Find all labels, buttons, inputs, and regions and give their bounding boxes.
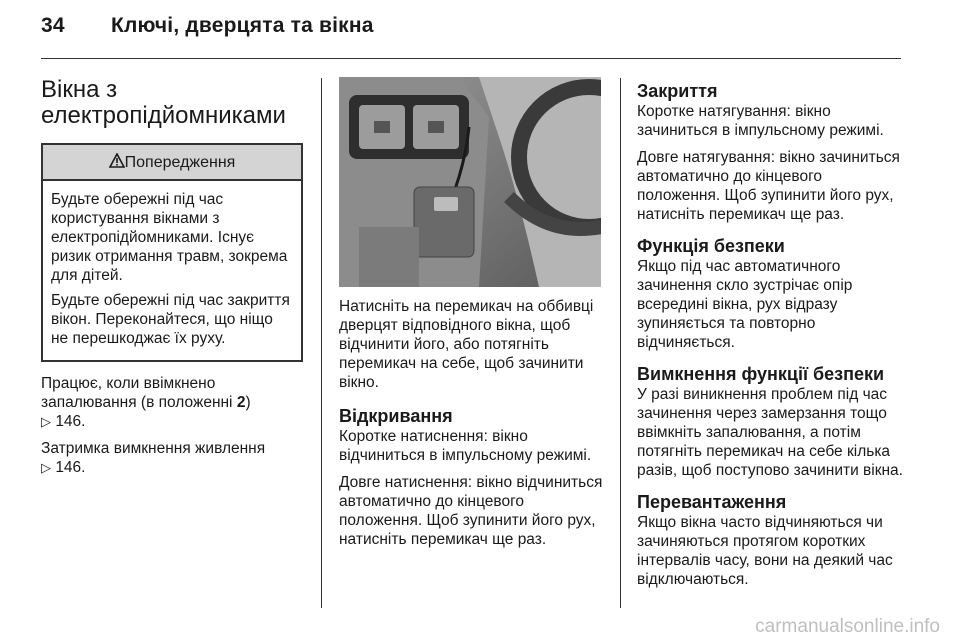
watermark: carmanualsonline.info <box>755 616 940 637</box>
warning-text-2: Будьте обережні під час закриття вікон. Переконайтеся, що ніщо не перешкоджає їх руху. <box>51 292 290 347</box>
warning-title: Попередження <box>124 154 236 171</box>
column-1 <box>41 77 303 485</box>
warning-header <box>43 145 301 181</box>
closing-section <box>637 81 907 224</box>
opening-heading: Відкривання <box>339 406 453 426</box>
ignition-position: 2 <box>236 394 246 411</box>
opening-short: Коротке натиснення: вікно відчиниться в імпульсному режимі. <box>339 428 592 464</box>
ignition-text: Працює, коли ввімкнено запалювання (в положенні <box>41 375 237 411</box>
column-3 <box>637 81 907 601</box>
warning-text-1: Будьте обережні під час користування вікнами з електропідйомниками. Існує ризик отримання травм, зокрема для дітей. <box>51 191 288 284</box>
crossref-link-2[interactable]: 146. <box>55 459 86 476</box>
door-switch-illustration <box>339 77 601 287</box>
column-2 <box>339 297 609 561</box>
chapter-title: Ключі, дверцята та вікна <box>111 14 374 37</box>
crossref-arrow-icon: ▷ <box>41 414 51 429</box>
section-title <box>41 77 303 129</box>
delay-paragraph <box>41 439 303 477</box>
overload-text: Якщо вікна часто відчиняються чи зачиняються протягом коротких інтервалів часу, вони на деякий час відключаються. <box>637 514 893 588</box>
safety-heading: Функція безпеки <box>637 236 785 256</box>
safety-text: Якщо під час автоматичного зачинення скло зустрічає опір всередині вікна, рух відразу зупиняється та повторно відчиняється. <box>637 258 853 351</box>
window-switch-photo <box>339 77 601 287</box>
page-number: 34 <box>41 14 65 37</box>
section-title-line-2: електропідйомниками <box>41 102 286 129</box>
crossref-arrow-icon: ▷ <box>41 460 51 475</box>
header-divider <box>41 58 901 59</box>
closing-long: Довге натягування: вікно зачиниться автоматично до кінцевого положення. Щоб зупинити його рух, натисніть перемикач ще раз. <box>637 149 900 223</box>
closing-heading: Закриття <box>637 81 718 101</box>
ignition-text-end: ) <box>245 394 251 411</box>
overload-section <box>637 492 907 589</box>
opening-long: Довге натиснення: вікно відчиниться автоматично до кінцевого положення. Щоб зупинити його рух, натисніть перемикач ще раз. <box>339 474 603 548</box>
section-title-line-1: Вікна з <box>41 76 118 103</box>
crossref-link-1[interactable]: 146. <box>55 413 86 430</box>
figure-caption: Натисніть на перемикач на оббивці дверцят відповідного вікна, щоб відчинити його, або потягніть перемикач на себе, щоб зачинити вікно. <box>339 298 594 391</box>
warning-box <box>41 143 303 362</box>
closing-short: Коротке натягування: вікно зачиниться в імпульсному режимі. <box>637 103 884 139</box>
opening-section <box>339 406 609 549</box>
page-header <box>41 14 374 38</box>
ignition-paragraph <box>41 374 303 431</box>
overload-heading: Перевантаження <box>637 492 787 512</box>
override-text: У разі виникнення проблем під час зачинення через замерзання тощо ввімкніть запалювання, а потім потягніть перемикач на себе кілька разів, щоб поступово зачинити вікна. <box>637 386 903 479</box>
override-heading: Вимкнення функції безпеки <box>637 364 885 384</box>
warning-icon <box>109 153 125 168</box>
column-divider-left <box>321 78 322 608</box>
delay-text: Затримка вимкнення живлення <box>41 440 266 457</box>
override-section <box>637 364 907 480</box>
column-divider-right <box>620 78 621 608</box>
warning-body <box>43 181 301 360</box>
safety-section <box>637 236 907 352</box>
